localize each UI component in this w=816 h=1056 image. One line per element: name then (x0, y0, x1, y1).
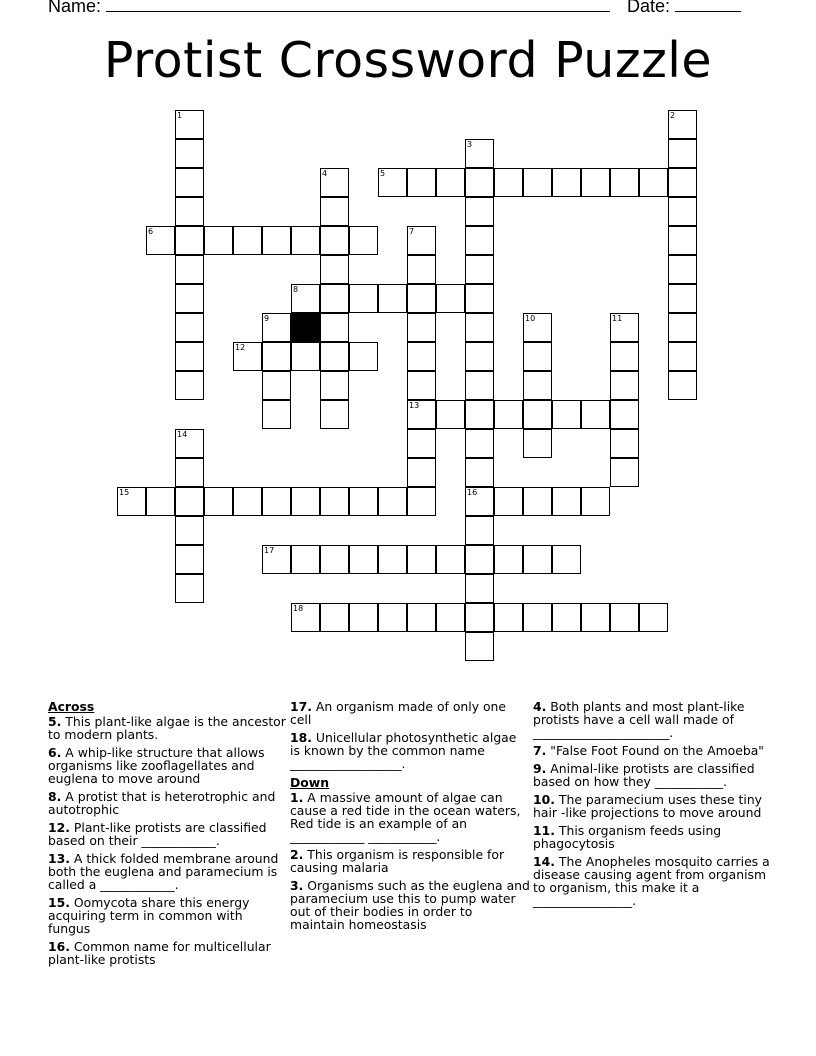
grid-cell[interactable] (494, 400, 523, 429)
clue-number: 6. (48, 745, 62, 760)
grid-cell[interactable] (523, 168, 552, 197)
grid-cell[interactable] (320, 313, 349, 342)
grid-cell[interactable] (291, 284, 320, 313)
grid-cell[interactable] (552, 168, 581, 197)
grid-cell[interactable] (117, 487, 146, 516)
grid-cell[interactable] (291, 226, 320, 255)
grid-cell[interactable] (378, 487, 407, 516)
clue-text: This plant-like algae is the ancestor to modern plants. (48, 714, 286, 742)
clue-column-1 (48, 700, 288, 971)
clue-number: 10. (533, 792, 555, 807)
grid-cell[interactable] (465, 371, 494, 400)
grid-cell[interactable] (494, 168, 523, 197)
grid-cell[interactable] (610, 429, 639, 458)
grid-cell[interactable] (610, 313, 639, 342)
grid-cell[interactable] (175, 516, 204, 545)
across-clue (48, 821, 288, 847)
down-clue (533, 793, 773, 819)
grid-cell[interactable] (465, 574, 494, 603)
clue-text: Both plants and most plant-like protists have a cell wall made of ______________________. (533, 699, 745, 740)
grid-cell[interactable] (175, 545, 204, 574)
grid-cell[interactable] (668, 313, 697, 342)
grid-cell[interactable] (175, 284, 204, 313)
grid-cell[interactable] (494, 603, 523, 632)
grid-cell[interactable] (668, 255, 697, 284)
grid-cell[interactable] (175, 371, 204, 400)
grid-cell[interactable] (552, 400, 581, 429)
grid-cell[interactable] (436, 400, 465, 429)
grid-cell[interactable] (465, 284, 494, 313)
grid-cell[interactable] (523, 603, 552, 632)
grid-cell[interactable] (465, 603, 494, 632)
clue-number-label: 1 (177, 111, 183, 120)
clue-text: The paramecium uses these tiny hair -like projections to move around (533, 792, 763, 820)
name-label: Name: (48, 0, 102, 16)
clue-number-label: 5 (380, 169, 386, 178)
grid-cell[interactable] (668, 371, 697, 400)
grid-cell[interactable] (320, 400, 349, 429)
grid-cell[interactable] (349, 226, 378, 255)
grid-cell[interactable] (407, 458, 436, 487)
grid-cell[interactable] (378, 168, 407, 197)
grid-cell[interactable] (668, 139, 697, 168)
grid-cell[interactable] (407, 284, 436, 313)
clue-number-label: 9 (264, 314, 270, 323)
clue-number: 4. (533, 699, 547, 714)
grid-cell[interactable] (668, 284, 697, 313)
grid-cell[interactable] (465, 400, 494, 429)
grid-cell[interactable] (465, 139, 494, 168)
grid-cell[interactable] (291, 603, 320, 632)
clue-number-label: 4 (322, 169, 328, 178)
grid-cell[interactable] (320, 284, 349, 313)
down-clue (290, 848, 530, 874)
grid-cell[interactable] (610, 400, 639, 429)
grid-cell[interactable] (175, 429, 204, 458)
grid-cell[interactable] (668, 168, 697, 197)
grid-cell[interactable] (175, 110, 204, 139)
clue-number-label: 10 (525, 314, 536, 323)
grid-cell[interactable] (436, 284, 465, 313)
clue-number-label: 17 (264, 546, 275, 555)
grid-cell[interactable] (465, 168, 494, 197)
clue-column-3 (533, 700, 773, 912)
grid-cell[interactable] (175, 574, 204, 603)
grid-cell[interactable] (407, 603, 436, 632)
clue-text: Organisms such as the euglena and paramecium use this to pump water out of their bodies in order to maintain homeostasis (290, 878, 530, 932)
grid-cell[interactable] (320, 255, 349, 284)
grid-cell[interactable] (291, 545, 320, 574)
across-clue (48, 790, 288, 816)
grid-cell[interactable] (581, 400, 610, 429)
grid-cell[interactable] (639, 168, 668, 197)
across-clue (48, 746, 288, 785)
clue-text: This organism feeds using phagocytosis (533, 823, 722, 851)
clue-text: An organism made of only one cell (290, 699, 507, 727)
clue-number-label: 15 (119, 488, 130, 497)
grid-cell[interactable] (320, 197, 349, 226)
clue-number-label: 2 (670, 111, 676, 120)
clue-number-label: 12 (235, 343, 246, 352)
grid-cell[interactable] (146, 487, 175, 516)
grid-cell[interactable] (320, 371, 349, 400)
grid-cell[interactable] (320, 342, 349, 371)
grid-cell[interactable] (465, 313, 494, 342)
clue-number: 12. (48, 820, 70, 835)
grid-cell[interactable] (581, 603, 610, 632)
clue-number: 17. (290, 699, 312, 714)
down-clue (533, 855, 773, 907)
clue-number: 8. (48, 789, 62, 804)
clue-text: Oomycota share this energy acquiring term in common with fungus (48, 895, 250, 936)
grid-cell[interactable] (349, 487, 378, 516)
grid-cell[interactable] (465, 487, 494, 516)
grid-cell[interactable] (320, 226, 349, 255)
date-label: Date: (627, 0, 671, 16)
clue-number: 16. (48, 939, 70, 954)
grid-cell[interactable] (523, 400, 552, 429)
grid-cell[interactable] (291, 487, 320, 516)
grid-cell[interactable] (523, 429, 552, 458)
grid-cell[interactable] (378, 603, 407, 632)
grid-cell[interactable] (175, 226, 204, 255)
across-clue (48, 852, 288, 891)
clue-number: 2. (290, 847, 304, 862)
down-clue (533, 700, 773, 739)
across-clue (48, 896, 288, 935)
clue-number-label: 16 (467, 488, 478, 497)
grid-cell[interactable] (610, 603, 639, 632)
grid-cell[interactable] (146, 226, 175, 255)
grid-cell[interactable] (436, 168, 465, 197)
clue-number-label: 8 (293, 285, 299, 294)
grid-cell[interactable] (262, 371, 291, 400)
grid-cell[interactable] (204, 487, 233, 516)
clue-number: 14. (533, 854, 555, 869)
clue-text: Common name for multicellular plant-like protists (48, 939, 271, 967)
grid-cell[interactable] (610, 168, 639, 197)
grid-cell[interactable] (262, 342, 291, 371)
down-clue (533, 824, 773, 850)
down-clue (290, 791, 530, 843)
grid-cell[interactable] (465, 226, 494, 255)
clue-text: Animal-like protists are classified based on how they ___________. (533, 761, 755, 789)
grid-cell[interactable] (668, 110, 697, 139)
grid-cell[interactable] (175, 487, 204, 516)
grid-cell[interactable] (349, 545, 378, 574)
across-clue (290, 700, 530, 726)
grid-cell[interactable] (349, 603, 378, 632)
across-clue (290, 731, 530, 770)
grid-cell[interactable] (407, 400, 436, 429)
grid-cell[interactable] (407, 371, 436, 400)
grid-cell[interactable] (552, 603, 581, 632)
grid-cell[interactable] (668, 342, 697, 371)
grid-cell[interactable] (639, 603, 668, 632)
clue-text: A whip-like structure that allows organisms like zooflagellates and euglena to move around (48, 745, 265, 786)
clue-number-label: 7 (409, 227, 415, 236)
grid-cell[interactable] (494, 545, 523, 574)
across-clue (48, 715, 288, 741)
clue-number-label: 18 (293, 604, 304, 613)
clue-text: A protist that is heterotrophic and autotrophic (48, 789, 276, 817)
clue-number-label: 14 (177, 430, 188, 439)
grid-cell[interactable] (407, 487, 436, 516)
grid-cell[interactable] (175, 197, 204, 226)
grid-cell[interactable] (262, 313, 291, 342)
grid-cell[interactable] (581, 487, 610, 516)
grid-cell[interactable] (465, 545, 494, 574)
grid-cell[interactable] (233, 342, 262, 371)
grid-cell[interactable] (407, 255, 436, 284)
grid-cell[interactable] (465, 458, 494, 487)
clue-number: 3. (290, 878, 304, 893)
page-title: Protist Crossword Puzzle (103, 32, 713, 89)
clue-text: The Anopheles mosquito carries a disease causing agent from organism to organism, this make it a ________________. (533, 854, 770, 908)
grid-cell[interactable] (175, 342, 204, 371)
clue-number: 13. (48, 851, 70, 866)
down-clue (533, 762, 773, 788)
clue-number-label: 11 (612, 314, 623, 323)
grid-cell[interactable] (610, 458, 639, 487)
grid-cell[interactable] (407, 545, 436, 574)
grid-cell[interactable] (465, 516, 494, 545)
grid-cell[interactable] (465, 342, 494, 371)
grid-cell[interactable] (407, 342, 436, 371)
grid-cell[interactable] (175, 255, 204, 284)
black-square (291, 313, 320, 342)
grid-cell[interactable] (523, 313, 552, 342)
grid-cell[interactable] (320, 487, 349, 516)
down-clue (290, 879, 530, 931)
grid-cell[interactable] (175, 458, 204, 487)
grid-cell[interactable] (233, 226, 262, 255)
grid-cell[interactable] (175, 168, 204, 197)
clue-text: Plant-like protists are classified based on their ____________. (48, 820, 267, 848)
clue-number-label: 3 (467, 140, 473, 149)
grid-cell[interactable] (436, 545, 465, 574)
down-heading: Down (290, 775, 330, 790)
grid-cell[interactable] (465, 197, 494, 226)
across-clue (48, 940, 288, 966)
grid-cell[interactable] (378, 284, 407, 313)
grid-cell[interactable] (320, 545, 349, 574)
grid-cell[interactable] (465, 429, 494, 458)
grid-cell[interactable] (668, 226, 697, 255)
grid-cell[interactable] (436, 603, 465, 632)
grid-cell[interactable] (262, 545, 291, 574)
grid-cell[interactable] (175, 313, 204, 342)
grid-cell[interactable] (262, 400, 291, 429)
grid-cell[interactable] (523, 342, 552, 371)
clue-number: 9. (533, 761, 547, 776)
clue-number: 5. (48, 714, 62, 729)
grid-cell[interactable] (523, 487, 552, 516)
clue-text: A massive amount of algae can cause a red tide in the ocean waters, Red tide is an example of an ____________ ___________. (290, 790, 521, 844)
clue-text: This organism is responsible for causing malaria (290, 847, 505, 875)
grid-cell[interactable] (407, 226, 436, 255)
clue-number-label: 6 (148, 227, 154, 236)
grid-cell[interactable] (291, 342, 320, 371)
grid-cell[interactable] (407, 313, 436, 342)
grid-cell[interactable] (465, 632, 494, 661)
grid-cell[interactable] (320, 168, 349, 197)
grid-cell[interactable] (581, 168, 610, 197)
grid-cell[interactable] (378, 545, 407, 574)
grid-cell[interactable] (465, 255, 494, 284)
clue-text: A thick folded membrane around both the euglena and paramecium is called a ____________. (48, 851, 279, 892)
clue-number: 15. (48, 895, 70, 910)
clue-text: "False Foot Found on the Amoeba" (550, 743, 765, 758)
grid-cell[interactable] (204, 226, 233, 255)
clue-number: 11. (533, 823, 555, 838)
clue-number: 18. (290, 730, 312, 745)
grid-cell[interactable] (610, 371, 639, 400)
clue-text: Unicellular photosynthetic algae is known by the common name __________________. (290, 730, 517, 771)
grid-cell[interactable] (349, 342, 378, 371)
grid-cell[interactable] (233, 487, 262, 516)
grid-cell[interactable] (407, 429, 436, 458)
grid-cell[interactable] (349, 284, 378, 313)
grid-cell[interactable] (552, 545, 581, 574)
grid-cell[interactable] (407, 168, 436, 197)
clue-number: 1. (290, 790, 304, 805)
clue-number-label: 13 (409, 401, 420, 410)
grid-cell[interactable] (494, 487, 523, 516)
across-heading: Across (48, 699, 95, 714)
grid-cell[interactable] (668, 197, 697, 226)
grid-cell[interactable] (610, 342, 639, 371)
grid-cell[interactable] (552, 487, 581, 516)
grid-cell[interactable] (262, 487, 291, 516)
grid-cell[interactable] (262, 226, 291, 255)
clue-number: 7. (533, 743, 547, 758)
clue-column-2 (290, 700, 530, 936)
grid-cell[interactable] (175, 139, 204, 168)
grid-cell[interactable] (320, 603, 349, 632)
grid-cell[interactable] (523, 545, 552, 574)
down-clue (533, 744, 773, 757)
grid-cell[interactable] (523, 371, 552, 400)
